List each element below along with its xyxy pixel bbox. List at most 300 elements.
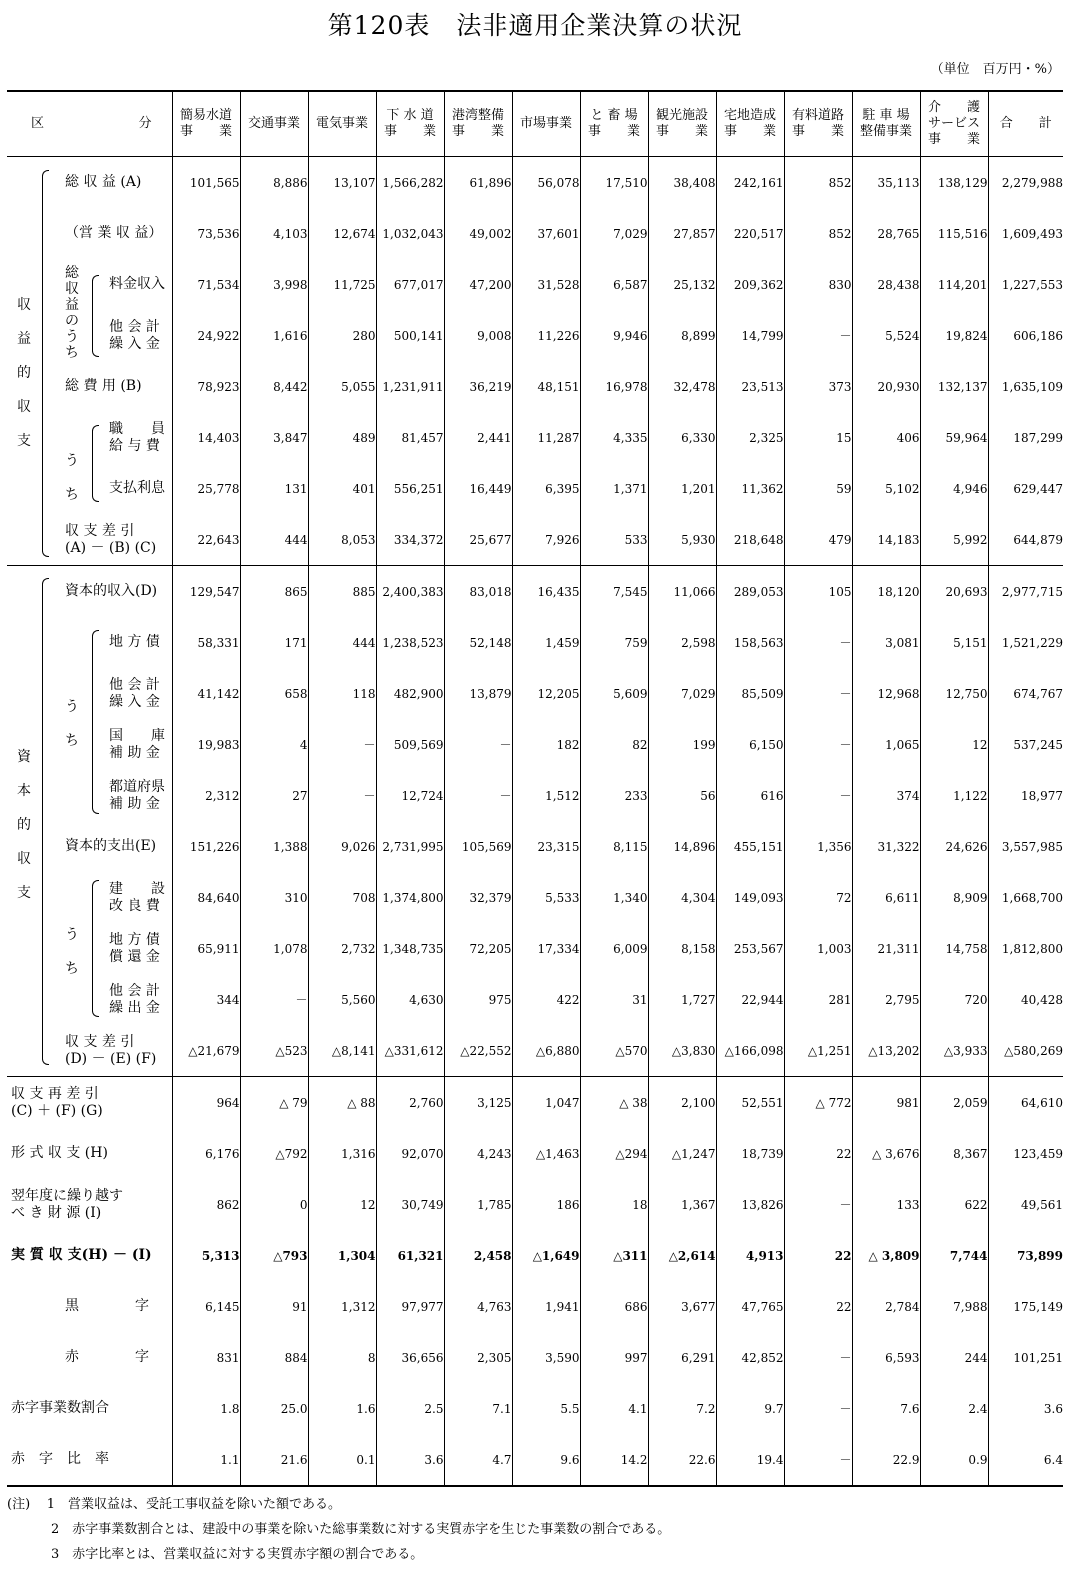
cell: △792 (240, 1128, 308, 1179)
row-label (7, 1025, 172, 1077)
cell: 444 (240, 514, 308, 566)
brace-capital-income-uchi (92, 630, 99, 814)
cell: 1,316 (308, 1128, 376, 1179)
cell: 14,758 (920, 923, 988, 974)
cell: 1,003 (784, 923, 852, 974)
cell: 1,340 (580, 872, 648, 923)
cell: 509,569 (376, 719, 444, 770)
cell: 28,438 (852, 259, 920, 310)
cell: 3.6 (988, 1383, 1063, 1434)
cell: 2,279,988 (988, 157, 1063, 209)
header-section-label: 区 (31, 116, 45, 131)
cell: 616 (716, 770, 784, 821)
row-label (7, 1383, 172, 1434)
cell: 22,643 (172, 514, 240, 566)
cell: 91 (240, 1281, 308, 1332)
cell: 1,521,229 (988, 617, 1063, 668)
cell: 537,245 (988, 719, 1063, 770)
cell: 83,018 (444, 566, 512, 618)
cell: △21,679 (172, 1025, 240, 1077)
cell: △ 3,809 (852, 1230, 920, 1281)
cell: 6,176 (172, 1128, 240, 1179)
cell: 1,616 (240, 310, 308, 361)
cell: 708 (308, 872, 376, 923)
cell: 20,693 (920, 566, 988, 618)
cell: 2,760 (376, 1077, 444, 1129)
cell: △22,552 (444, 1025, 512, 1077)
cell: 12,205 (512, 668, 580, 719)
table-row (7, 923, 1063, 974)
table-row (7, 1230, 1063, 1281)
cell: 0.1 (308, 1434, 376, 1486)
page-title: 第120表 法非適用企業決算の状況 (327, 11, 743, 40)
cell: 310 (240, 872, 308, 923)
cell: 7.6 (852, 1383, 920, 1434)
row-label-text: 都道府県 補 助 金 (109, 778, 165, 812)
cell: 31 (580, 974, 648, 1025)
header-col-10: 駐 車 場 整備事業 (852, 91, 920, 157)
unit-label: （単位 百万円・%） (930, 62, 1060, 77)
cell: － (784, 1383, 852, 1434)
row-label-text: 総 収 益 (A) (65, 174, 142, 190)
cell: 19.4 (716, 1434, 784, 1486)
cell: 344 (172, 974, 240, 1025)
cell: 171 (240, 617, 308, 668)
cell: 1,238,523 (376, 617, 444, 668)
cell: △8,141 (308, 1025, 376, 1077)
cell: 1,047 (512, 1077, 580, 1129)
cell: 82 (580, 719, 648, 770)
row-label-text: 総 費 用 (B) (65, 378, 142, 394)
row-label-text: 資本的収入(D) (65, 583, 158, 599)
cell: 14.2 (580, 1434, 648, 1486)
cell: 4,335 (580, 412, 648, 463)
cell: 3,557,985 (988, 821, 1063, 872)
cell: 118 (308, 668, 376, 719)
cell: 149,093 (716, 872, 784, 923)
settlement-table (7, 90, 1063, 1487)
cell: 4,103 (240, 208, 308, 259)
cell: 133 (852, 1179, 920, 1230)
cell: 831 (172, 1332, 240, 1383)
row-label (7, 1281, 172, 1332)
header-col-9: 有料道路 事 業 (784, 91, 852, 157)
cell: 4,763 (444, 1281, 512, 1332)
cell: 1,941 (512, 1281, 580, 1332)
cell: △13,202 (852, 1025, 920, 1077)
table-row (7, 412, 1063, 463)
row-label-text: 建 設 改 良 費 (109, 880, 165, 914)
cell: 81,457 (376, 412, 444, 463)
table-row (7, 668, 1063, 719)
cell: － (784, 668, 852, 719)
cell: 22 (784, 1281, 852, 1332)
cell: 49,561 (988, 1179, 1063, 1230)
group-label-total-income-uchi: 総収益のうち (65, 265, 79, 361)
cell: 2,598 (648, 617, 716, 668)
cell: 78,923 (172, 361, 240, 412)
cell: 2,400,383 (376, 566, 444, 618)
cell: 41,142 (172, 668, 240, 719)
cell: △1,251 (784, 1025, 852, 1077)
cell: 115,516 (920, 208, 988, 259)
cell: 964 (172, 1077, 240, 1129)
cell: 7,988 (920, 1281, 988, 1332)
cell: 8,909 (920, 872, 988, 923)
cell: 759 (580, 617, 648, 668)
cell: 1,201 (648, 463, 716, 514)
cell: 7,029 (648, 668, 716, 719)
cell: 14,896 (648, 821, 716, 872)
cell: 48,151 (512, 361, 580, 412)
cell: 8,115 (580, 821, 648, 872)
cell: 1,348,735 (376, 923, 444, 974)
cell: 1,459 (512, 617, 580, 668)
cell: 12 (920, 719, 988, 770)
cell: － (784, 770, 852, 821)
cell: 422 (512, 974, 580, 1025)
cell: 61,321 (376, 1230, 444, 1281)
cell: 2,784 (852, 1281, 920, 1332)
row-label-text: 収 支 差 引 (A) － (B) (C) (65, 522, 157, 556)
cell: 2,977,715 (988, 566, 1063, 618)
row-label (7, 157, 172, 209)
table-row (7, 259, 1063, 310)
cell: 4.1 (580, 1383, 648, 1434)
cell: － (784, 617, 852, 668)
cell: 42,852 (716, 1332, 784, 1383)
cell: 28,765 (852, 208, 920, 259)
cell: 97,977 (376, 1281, 444, 1332)
row-label (7, 1230, 172, 1281)
notes (7, 1492, 670, 1567)
cell: 5,992 (920, 514, 988, 566)
cell: 5,533 (512, 872, 580, 923)
note-prefix: (注) (7, 1497, 31, 1512)
row-label (7, 974, 172, 1025)
cell: 32,478 (648, 361, 716, 412)
cell: 1,512 (512, 770, 580, 821)
cell: 3,590 (512, 1332, 580, 1383)
row-label-text: 資本的支出(E) (65, 838, 157, 854)
cell: 12,674 (308, 208, 376, 259)
cell: 2,325 (716, 412, 784, 463)
cell: 6,611 (852, 872, 920, 923)
cell: 1,078 (240, 923, 308, 974)
cell: 622 (920, 1179, 988, 1230)
cell: 4,946 (920, 463, 988, 514)
header-col-3: 下 水 道 事 業 (376, 91, 444, 157)
cell: 2,441 (444, 412, 512, 463)
note-2: 2 赤字事業数割合とは、建設中の事業を除いた総事業数に対する実質赤字を生じた事業数の割合である。 (51, 1522, 671, 1537)
cell: 281 (784, 974, 852, 1025)
cell: 244 (920, 1332, 988, 1383)
row-label-text: 他 会 計 繰 出 金 (109, 982, 160, 1016)
cell: 1,304 (308, 1230, 376, 1281)
cell: 23,315 (512, 821, 580, 872)
cell: 182 (512, 719, 580, 770)
cell: 4 (240, 719, 308, 770)
cell: 1,388 (240, 821, 308, 872)
cell: 7,926 (512, 514, 580, 566)
cell: 1,566,282 (376, 157, 444, 209)
cell: 2,100 (648, 1077, 716, 1129)
cell: △ 38 (580, 1077, 648, 1129)
header-col-11: 介 護 サービス 事 業 (920, 91, 988, 157)
table-body (7, 157, 1063, 1487)
cell: 64,610 (988, 1077, 1063, 1129)
cell: － (308, 770, 376, 821)
header-col-8: 宅地造成 事 業 (716, 91, 784, 157)
cell: 22.9 (852, 1434, 920, 1486)
cell: － (784, 310, 852, 361)
cell: △793 (240, 1230, 308, 1281)
cell: － (444, 770, 512, 821)
cell: △1,463 (512, 1128, 580, 1179)
cell: 71,534 (172, 259, 240, 310)
cell: － (784, 719, 852, 770)
cell: 865 (240, 566, 308, 618)
cell: 101,565 (172, 157, 240, 209)
cell: 0.9 (920, 1434, 988, 1486)
cell: 4.7 (444, 1434, 512, 1486)
cell: △570 (580, 1025, 648, 1077)
cell: △3,933 (920, 1025, 988, 1077)
cell: △ 3,676 (852, 1128, 920, 1179)
cell: 37,601 (512, 208, 580, 259)
note-1 (7, 1492, 670, 1517)
cell: 4,630 (376, 974, 444, 1025)
cell: 218,648 (716, 514, 784, 566)
table-row (7, 208, 1063, 259)
cell: 52,551 (716, 1077, 784, 1129)
cell: 20,930 (852, 361, 920, 412)
cell: 5,102 (852, 463, 920, 514)
cell: 27 (240, 770, 308, 821)
cell: △3,830 (648, 1025, 716, 1077)
note-3: 3 赤字比率とは、営業収益に対する実質赤字額の割合である。 (51, 1547, 424, 1562)
cell: 36,219 (444, 361, 512, 412)
cell: 1,609,493 (988, 208, 1063, 259)
cell: 1.8 (172, 1383, 240, 1434)
cell: 2,731,995 (376, 821, 444, 872)
cell: 22.6 (648, 1434, 716, 1486)
cell: 25,132 (648, 259, 716, 310)
cell: 36,656 (376, 1332, 444, 1383)
cell: 5.5 (512, 1383, 580, 1434)
cell: 9.7 (716, 1383, 784, 1434)
row-label-text: 料金収入 (109, 276, 165, 292)
cell: 885 (308, 566, 376, 618)
cell: 6,593 (852, 1332, 920, 1383)
cell: 489 (308, 412, 376, 463)
cell: 1,122 (920, 770, 988, 821)
cell: 975 (444, 974, 512, 1025)
row-label-text: 支払利息 (109, 480, 165, 496)
header-col-6: と 畜 場 事 業 (580, 91, 648, 157)
cell: 14,403 (172, 412, 240, 463)
cell: 31,528 (512, 259, 580, 310)
row-label-text: 形 式 収 支 (H) (11, 1145, 108, 1161)
cell: △1,247 (648, 1128, 716, 1179)
header-col-5: 市場事業 (512, 91, 580, 157)
row-label (7, 1332, 172, 1383)
cell: 56 (648, 770, 716, 821)
table-row (7, 1281, 1063, 1332)
cell: 114,201 (920, 259, 988, 310)
table-row (7, 770, 1063, 821)
cell: △311 (580, 1230, 648, 1281)
cell: 12,724 (376, 770, 444, 821)
cell: 1.1 (172, 1434, 240, 1486)
cell: 9,946 (580, 310, 648, 361)
cell: 1,785 (444, 1179, 512, 1230)
cell: 13,826 (716, 1179, 784, 1230)
row-label (7, 566, 172, 618)
cell: 3,081 (852, 617, 920, 668)
cell: － (308, 719, 376, 770)
cell: △ 88 (308, 1077, 376, 1129)
cell: 59,964 (920, 412, 988, 463)
cell: 21,311 (852, 923, 920, 974)
cell: 6,291 (648, 1332, 716, 1383)
cell: 61,896 (444, 157, 512, 209)
cell: 720 (920, 974, 988, 1025)
cell: △166,098 (716, 1025, 784, 1077)
cell: 129,547 (172, 566, 240, 618)
cell: 25,677 (444, 514, 512, 566)
cell: 132,137 (920, 361, 988, 412)
cell: 606,186 (988, 310, 1063, 361)
row-label-text: 赤 字 比 率 (11, 1451, 109, 1467)
cell: 8,053 (308, 514, 376, 566)
table-row (7, 974, 1063, 1025)
cell: 3,998 (240, 259, 308, 310)
cell: 3,677 (648, 1281, 716, 1332)
table-row (7, 821, 1063, 872)
cell: 686 (580, 1281, 648, 1332)
cell: 677,017 (376, 259, 444, 310)
cell: 31,322 (852, 821, 920, 872)
cell: 8,367 (920, 1128, 988, 1179)
cell: 482,900 (376, 668, 444, 719)
cell: 19,824 (920, 310, 988, 361)
cell: 38,408 (648, 157, 716, 209)
header-col-4: 港湾整備 事 業 (444, 91, 512, 157)
table-row (7, 157, 1063, 209)
cell: 7.2 (648, 1383, 716, 1434)
cell: － (240, 974, 308, 1025)
cell: 18 (580, 1179, 648, 1230)
cell: 73,536 (172, 208, 240, 259)
row-label (7, 1179, 172, 1230)
cell: 3.6 (376, 1434, 444, 1486)
group-label-uchi-2: うち (65, 699, 79, 749)
cell: 131 (240, 463, 308, 514)
cell: 25,778 (172, 463, 240, 514)
cell: 233 (580, 770, 648, 821)
cell: 199 (648, 719, 716, 770)
table-row (7, 1179, 1063, 1230)
cell: 1,356 (784, 821, 852, 872)
row-label-text: 黒 字 (65, 1298, 149, 1314)
cell: 862 (172, 1179, 240, 1230)
cell: 500,141 (376, 310, 444, 361)
row-label (7, 923, 172, 974)
cell: 334,372 (376, 514, 444, 566)
cell: 5,151 (920, 617, 988, 668)
cell: 2.4 (920, 1383, 988, 1434)
row-label-text: 赤 字 (65, 1349, 149, 1365)
cell: － (444, 719, 512, 770)
cell: 1,032,043 (376, 208, 444, 259)
cell: 56,078 (512, 157, 580, 209)
cell: 830 (784, 259, 852, 310)
cell: 4,304 (648, 872, 716, 923)
cell: △294 (580, 1128, 648, 1179)
brace-capital-expense-uchi (92, 880, 99, 1017)
cell: 1,367 (648, 1179, 716, 1230)
cell: 16,435 (512, 566, 580, 618)
row-label-text: 赤字事業数割合 (11, 1400, 109, 1416)
cell: 644,879 (988, 514, 1063, 566)
cell: 6,009 (580, 923, 648, 974)
cell: 18,739 (716, 1128, 784, 1179)
cell: 220,517 (716, 208, 784, 259)
cell: 242,161 (716, 157, 784, 209)
row-label (7, 1434, 172, 1486)
cell: 59 (784, 463, 852, 514)
cell: 15 (784, 412, 852, 463)
cell: 6,145 (172, 1281, 240, 1332)
cell: 3,847 (240, 412, 308, 463)
cell: 17,334 (512, 923, 580, 974)
cell: 11,362 (716, 463, 784, 514)
cell: 8,899 (648, 310, 716, 361)
cell: 1,371 (580, 463, 648, 514)
cell: 58,331 (172, 617, 240, 668)
table-row (7, 719, 1063, 770)
cell: － (784, 1179, 852, 1230)
table-row (7, 1077, 1063, 1129)
row-label-text: （営 業 収 益） (65, 225, 163, 241)
cell: 2,059 (920, 1077, 988, 1129)
table-row (7, 872, 1063, 923)
cell: 1,727 (648, 974, 716, 1025)
cell: 123,459 (988, 1128, 1063, 1179)
cell: 1,668,700 (988, 872, 1063, 923)
cell: 8 (308, 1332, 376, 1383)
cell: 19,983 (172, 719, 240, 770)
cell: 72,205 (444, 923, 512, 974)
cell: 6,587 (580, 259, 648, 310)
cell: 674,767 (988, 668, 1063, 719)
header-row (7, 91, 1063, 157)
cell: 5,313 (172, 1230, 240, 1281)
cell: 85,509 (716, 668, 784, 719)
group-label-uchi-1: うち (65, 453, 79, 503)
cell: 981 (852, 1077, 920, 1129)
row-label-text: 国 庫 補 助 金 (109, 727, 165, 761)
cell: 1,374,800 (376, 872, 444, 923)
row-label-text: 他 会 計 繰 入 金 (109, 318, 160, 352)
cell: 9.6 (512, 1434, 580, 1486)
brace-capital (42, 578, 49, 1065)
cell: △523 (240, 1025, 308, 1077)
cell: △1,649 (512, 1230, 580, 1281)
cell: 4,243 (444, 1128, 512, 1179)
cell: 186 (512, 1179, 580, 1230)
